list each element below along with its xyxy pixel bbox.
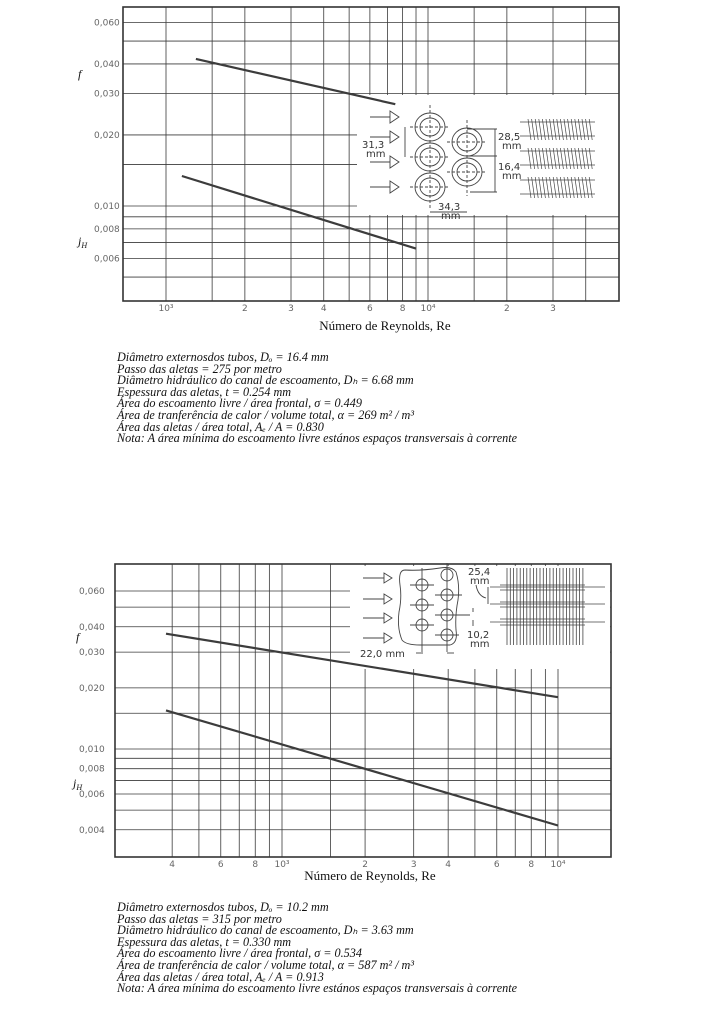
spec-line: Área das aletas / área total, Aₑ / A = 0.830 bbox=[117, 419, 324, 434]
x-tick-label: 4 bbox=[169, 860, 176, 870]
chart-2-ylabel-f: f bbox=[76, 630, 80, 644]
chart-1-dim-28-5-unit: mm bbox=[502, 141, 522, 152]
y-tick-label: 0,060 bbox=[79, 587, 105, 598]
specs-block-2 bbox=[117, 902, 517, 995]
y-tick-label: 0,030 bbox=[94, 89, 120, 100]
spec-line: Diâmetro externosdos tubos, Dₒ = 10.2 mm bbox=[117, 900, 329, 914]
x-tick-label: 3 bbox=[550, 304, 556, 314]
x-tick-label: 8 bbox=[399, 304, 406, 314]
x-tick-label: 10⁴ bbox=[420, 304, 436, 314]
spec-line: Área do escoamento livre / área frontal, σ = 0.449 bbox=[117, 396, 362, 411]
x-tick-label: 6 bbox=[493, 860, 500, 870]
y-tick-label: 0,008 bbox=[79, 764, 105, 775]
series-line-f bbox=[196, 59, 395, 104]
chart-2-dim-10-2-unit: mm bbox=[470, 639, 490, 650]
series-line-jh bbox=[166, 710, 558, 825]
chart-1-ylabel-f: f bbox=[78, 67, 82, 81]
chart-1-ylabel-jh: $j_H$ bbox=[78, 234, 88, 250]
x-tick-label: 2 bbox=[362, 860, 368, 870]
x-tick-label: 8 bbox=[528, 860, 535, 870]
spec-line: Diâmetro externosdos tubos, Dₒ = 16.4 mm bbox=[117, 350, 329, 364]
x-tick-label: 2 bbox=[242, 304, 248, 314]
spec-line: Área das aletas / área total, Aₑ / A = 0.913 bbox=[117, 969, 324, 984]
x-tick-label: 8 bbox=[252, 860, 259, 870]
chart-2 bbox=[0, 550, 722, 890]
x-tick-label: 4 bbox=[320, 304, 327, 314]
y-tick-label: 0,010 bbox=[94, 202, 120, 212]
x-tick-label: 4 bbox=[445, 860, 452, 870]
spec-line: Passo das aletas = 315 por metro bbox=[117, 911, 282, 926]
chart-2-dim-25-4: 25,4 bbox=[468, 567, 491, 578]
x-tick-label: 3 bbox=[288, 304, 294, 314]
chart-1-dim-31-3-unit: mm bbox=[366, 149, 386, 160]
x-tick-label: 2 bbox=[504, 304, 510, 314]
spec-line: Espessura das aletas, t = 0.254 mm bbox=[117, 384, 292, 399]
chart-1-dim-34-3: 34,3 bbox=[438, 202, 461, 213]
chart-1-y-ticks bbox=[94, 18, 120, 264]
y-tick-label: 0,020 bbox=[79, 683, 105, 694]
chart-1-dim-16-4-unit: mm bbox=[502, 171, 522, 182]
chart-2-dim-22-0: 22,0 mm bbox=[360, 649, 405, 660]
spec-line: Área do escoamento livre / área frontal, σ = 0.534 bbox=[117, 946, 362, 961]
y-tick-label: 0,040 bbox=[94, 59, 120, 70]
chart-1 bbox=[0, 0, 722, 340]
y-tick-label: 0,060 bbox=[94, 18, 120, 29]
chart-1-xlabel: Número de Reynolds, Re bbox=[319, 318, 451, 333]
x-tick-label: 6 bbox=[217, 860, 224, 870]
chart-2-xlabel: Número de Reynolds, Re bbox=[304, 868, 436, 883]
chart-1-dim-31-3: 31,3 bbox=[362, 140, 385, 151]
spec-line: Diâmetro hidráulico do canal de escoamento, Dₕ = 6.68 mm bbox=[117, 373, 414, 388]
spec-line: Nota: A área mínima do escoamento livre estános espaços transversais à corrente bbox=[117, 981, 517, 996]
spec-line: Passo das aletas = 275 por metro bbox=[117, 361, 282, 376]
chart-1-dim-16-4: 16,4 bbox=[498, 162, 521, 173]
chart-1-x-ticks bbox=[158, 304, 555, 314]
specs-block-1 bbox=[117, 352, 517, 445]
y-tick-label: 0,008 bbox=[94, 224, 120, 235]
y-tick-label: 0,040 bbox=[79, 622, 105, 633]
y-tick-label: 0,010 bbox=[79, 745, 105, 755]
chart-2-ylabel-jh: $j_H$ bbox=[73, 776, 83, 792]
y-tick-label: 0,006 bbox=[79, 790, 105, 801]
y-tick-label: 0,004 bbox=[79, 825, 105, 836]
x-tick-label: 6 bbox=[367, 304, 373, 314]
x-tick-label: 10⁴ bbox=[550, 860, 566, 870]
x-tick-label: 10³ bbox=[274, 860, 290, 870]
spec-line: Área de tranferência de calor / volume total, α = 587 m² / m³ bbox=[117, 957, 414, 972]
spec-line: Nota: A área mínima do escoamento livre estános espaços transversais à corrente bbox=[117, 431, 517, 446]
x-tick-label: 10³ bbox=[158, 304, 174, 314]
chart-2-dim-25-4-unit: mm bbox=[470, 576, 490, 587]
spec-line: Área de tranferência de calor / volume total, α = 269 m² / m³ bbox=[117, 407, 414, 422]
chart-2-y-ticks bbox=[79, 587, 105, 836]
chart-2-dim-10-2: 10,2 bbox=[467, 630, 490, 641]
chart-1-dim-34-3-unit: mm bbox=[441, 211, 461, 222]
y-tick-label: 0,030 bbox=[79, 648, 105, 659]
x-tick-label: 3 bbox=[410, 860, 417, 870]
spec-line: Diâmetro hidráulico do canal de escoamento, Dₕ = 3.63 mm bbox=[117, 923, 414, 938]
chart-1-dim-28-5: 28,5 bbox=[498, 132, 521, 143]
y-tick-label: 0,006 bbox=[94, 254, 120, 265]
y-tick-label: 0,020 bbox=[94, 130, 120, 141]
spec-line: Espessura das aletas, t = 0.330 mm bbox=[117, 934, 292, 949]
